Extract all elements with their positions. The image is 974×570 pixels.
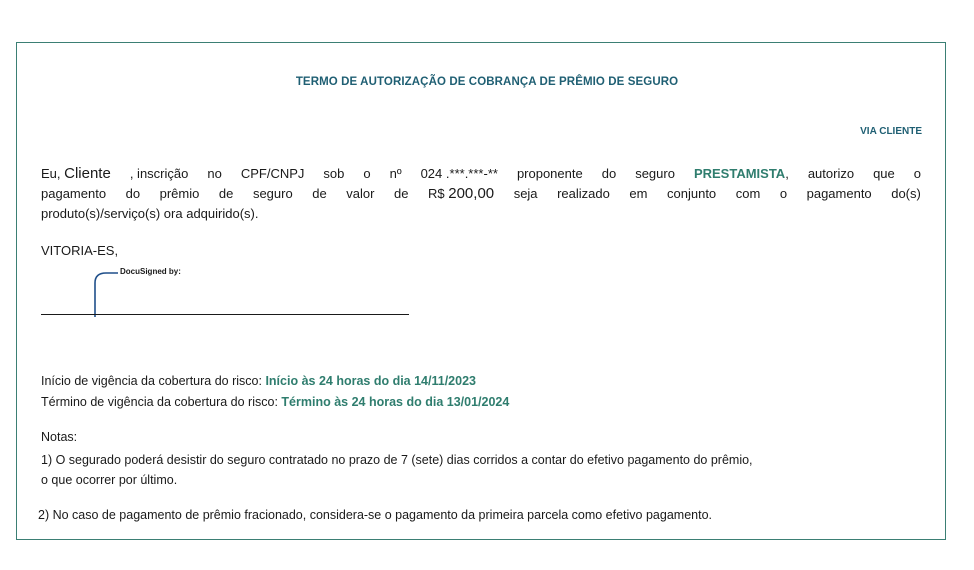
word: de bbox=[312, 186, 327, 201]
word: realizado bbox=[557, 186, 610, 201]
word: com bbox=[735, 186, 761, 201]
word: seja bbox=[513, 186, 538, 201]
client-name-field: Cliente bbox=[64, 165, 111, 182]
docusign-bracket-icon bbox=[94, 271, 118, 317]
amount-field bbox=[428, 184, 494, 204]
word: de bbox=[218, 186, 234, 201]
inicio-vigencia bbox=[41, 374, 476, 388]
cpf-field bbox=[421, 164, 498, 184]
word: seguro bbox=[252, 186, 293, 201]
cpf-masked: .***.***-** bbox=[445, 166, 498, 181]
word: do(s) bbox=[891, 186, 921, 201]
word: prêmio bbox=[159, 186, 200, 201]
city-date: VITORIA-ES, bbox=[41, 243, 119, 258]
word: seguro bbox=[635, 166, 675, 181]
docusign-label: DocuSigned by: bbox=[120, 267, 181, 276]
paragraph-line-2 bbox=[41, 184, 921, 204]
paragraph-line-3: produto(s)/serviço(s) ora adquirido(s). bbox=[41, 206, 259, 221]
word: que bbox=[873, 166, 895, 181]
product-name: PRESTAMISTA, bbox=[693, 166, 789, 181]
word: do bbox=[125, 186, 141, 201]
product-value: PRESTAMISTA bbox=[693, 166, 786, 181]
word: do bbox=[601, 166, 617, 181]
word: sob bbox=[323, 166, 345, 181]
word: pagamento bbox=[806, 186, 872, 201]
word: em bbox=[629, 186, 648, 201]
notas-title: Notas: bbox=[41, 430, 78, 444]
word: o bbox=[779, 186, 788, 201]
word: o bbox=[913, 166, 921, 181]
inicio-value: Início às 24 horas do dia 14/11/2023 bbox=[265, 374, 476, 388]
amount-value: 200,00 bbox=[448, 185, 495, 202]
word: pagamento bbox=[41, 186, 107, 201]
nota-2: 2) No caso de pagamento de prêmio fracionado, considera-se o pagamento da primeira parcela como efetivo pagamento. bbox=[38, 508, 713, 522]
paragraph-line-1 bbox=[41, 164, 921, 184]
word: Eu, Cliente bbox=[41, 165, 111, 182]
termino-label: Término de vigência da cobertura do risco: bbox=[41, 395, 278, 409]
word: proponente bbox=[516, 166, 583, 181]
word: no bbox=[207, 166, 222, 181]
word: , inscrição bbox=[129, 166, 189, 181]
nota-1-line-1: 1) O segurado poderá desistir do seguro contratado no prazo de 7 (sete) dias corridos a contar do efetivo pagamento do prêmio, bbox=[41, 453, 753, 467]
via-cliente-label: VIA CLIENTE bbox=[860, 126, 922, 137]
word: conjunto bbox=[667, 186, 717, 201]
termino-vigencia bbox=[41, 395, 509, 409]
termino-value: Término às 24 horas do dia 13/01/2024 bbox=[281, 395, 510, 409]
authorization-paragraph bbox=[41, 164, 921, 224]
word: o bbox=[363, 166, 371, 181]
word: valor bbox=[346, 186, 375, 201]
document-title: TERMO DE AUTORIZAÇÃO DE COBRANÇA DE PRÊMIO DE SEGURO bbox=[295, 76, 679, 88]
nota-1-line-2: o que ocorrer por último. bbox=[41, 473, 178, 487]
word: CPF/CNPJ bbox=[240, 166, 305, 181]
word: autorizo bbox=[807, 166, 855, 181]
currency: R$ bbox=[428, 186, 445, 201]
cpf-prefix: 024 bbox=[420, 166, 443, 181]
signature-line bbox=[41, 314, 409, 315]
inicio-label: Início de vigência da cobertura do risco: bbox=[41, 374, 262, 388]
word: nº bbox=[389, 166, 402, 181]
nota-1 bbox=[41, 450, 841, 490]
word: de bbox=[393, 186, 409, 201]
